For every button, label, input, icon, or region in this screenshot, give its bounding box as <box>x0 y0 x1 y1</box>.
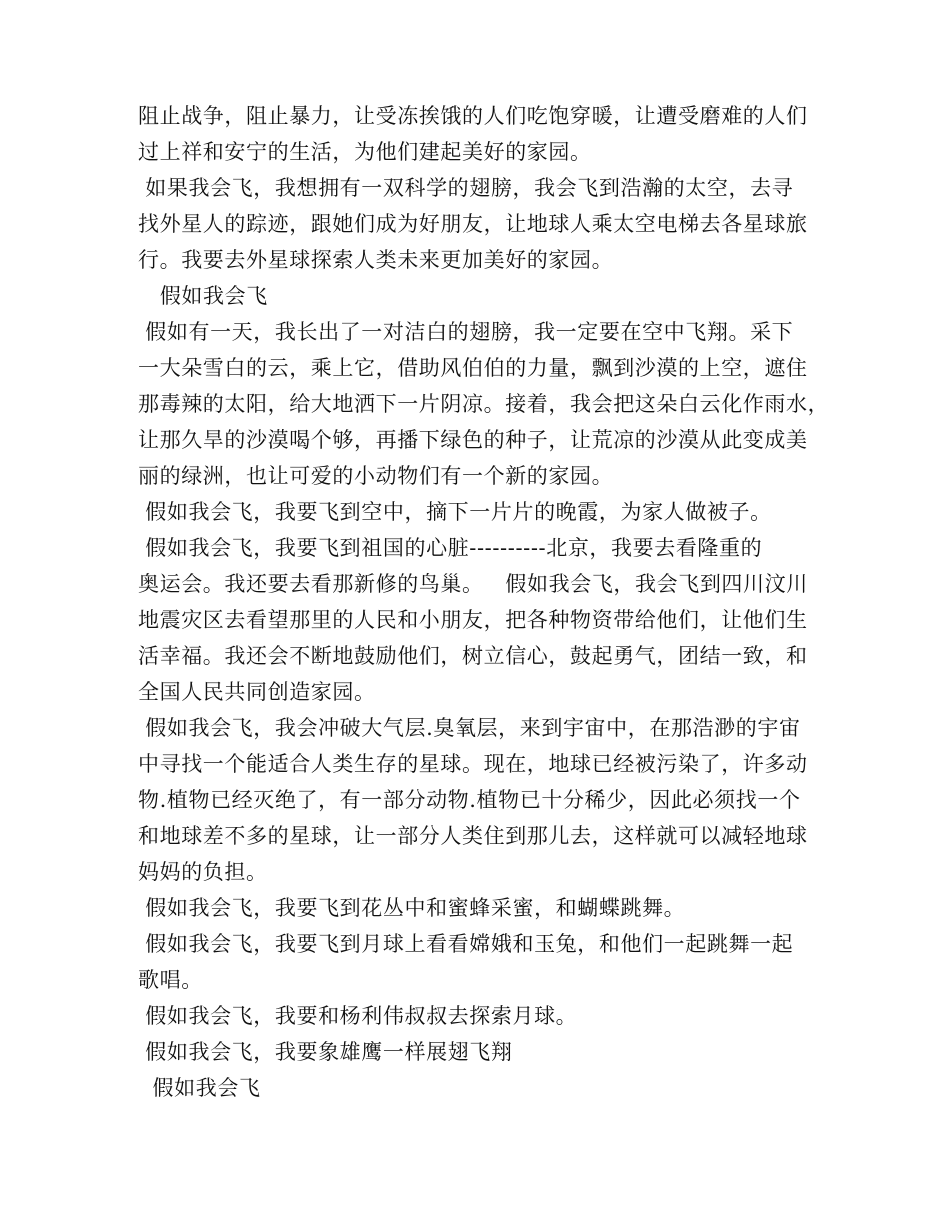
text-line: 如果我会飞，我想拥有一双科学的翅膀，我会飞到浩瀚的太空，去寻 <box>138 176 794 200</box>
text-line: 丽的绿洲，也让可爱的小动物们有一个新的家园。 <box>138 464 614 488</box>
text-line: 一大朵雪白的云，乘上它，借助风伯伯的力量，飘到沙漠的上空，遮住 <box>138 356 808 380</box>
document-page <box>138 98 830 1106</box>
text-line: 假如我会飞，我要飞到空中，摘下一片片的晚霞，为家人做被子。 <box>138 500 772 524</box>
text-line: 阻止战争，阻止暴力，让受冻挨饿的人们吃饱穿暖，让遭受磨难的人们 <box>138 104 808 128</box>
text-line: 歌唱。 <box>138 968 203 992</box>
section-heading: 假如我会飞 <box>138 284 268 308</box>
text-line: 假如我会飞，我会冲破大气层.臭氧层，来到宇宙中，在那浩渺的宇宙 <box>138 716 801 740</box>
text-line: 那毒辣的太阳，给大地洒下一片阴凉。接着，我会把这朵白云化作雨水， <box>138 392 830 416</box>
text-line: 假如我会飞，我要飞到花丛中和蜜蜂采蜜，和蝴蝶跳舞。 <box>138 896 686 920</box>
text-line: 找外星人的踪迹，跟她们成为好朋友，让地球人乘太空电梯去各星球旅 <box>138 212 808 236</box>
text-line: 地震灾区去看望那里的人民和小朋友，把各种物资带给他们，让他们生 <box>138 608 808 632</box>
text-line: 活幸福。我还会不断地鼓励他们，树立信心，鼓起勇气，团结一致，和 <box>138 644 808 668</box>
text-line: 和地球差不多的星球，让一部分人类住到那儿去，这样就可以减轻地球 <box>138 824 808 848</box>
text-line: 物.植物已经灭绝了，有一部分动物.植物已十分稀少，因此必须找一个 <box>138 788 801 812</box>
text-line: 过上祥和安宁的生活，为他们建起美好的家园。 <box>138 140 592 164</box>
text-line: 奥运会。我还要去看那新修的鸟巢。 假如我会飞，我会飞到四川汶川 <box>138 572 808 596</box>
text-line: 假如我会飞，我要象雄鹰一样展翅飞翔 <box>138 1040 513 1064</box>
section-heading: 假如我会飞 <box>138 1076 261 1100</box>
text-line: 让那久旱的沙漠喝个够，再播下绿色的种子，让荒凉的沙漠从此变成美 <box>138 428 808 452</box>
text-line: 假如我会飞，我要飞到祖国的心脏----------北京，我要去看隆重的 <box>138 536 763 560</box>
text-line: 假如我会飞，我要飞到月球上看看嫦娥和玉兔，和他们一起跳舞一起 <box>138 932 794 956</box>
text-line: 假如有一天，我长出了一对洁白的翅膀，我一定要在空中飞翔。采下 <box>138 320 794 344</box>
text-line: 假如我会飞，我要和杨利伟叔叔去探索月球。 <box>138 1004 578 1028</box>
text-line: 中寻找一个能适合人类生存的星球。现在，地球已经被污染了，许多动 <box>138 752 808 776</box>
text-line: 行。我要去外星球探索人类未来更加美好的家园。 <box>138 248 614 272</box>
text-line: 妈妈的负担。 <box>138 860 268 884</box>
text-line: 全国人民共同创造家园。 <box>138 680 376 704</box>
